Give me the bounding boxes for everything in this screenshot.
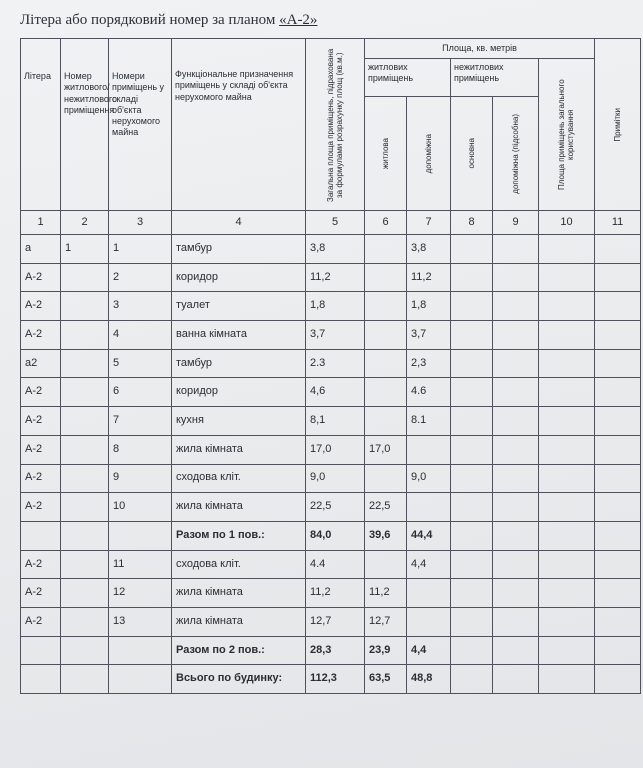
cell-common-use — [539, 464, 595, 493]
header-auxiliary: допоміжна — [407, 97, 451, 211]
header-litera: Літера — [21, 39, 61, 211]
table-row — [21, 235, 641, 264]
cell-total-area: 1,8 — [306, 292, 365, 321]
header-number: 6 — [365, 211, 407, 235]
cell-litera — [21, 665, 61, 694]
cell-main — [451, 636, 493, 665]
cell-room-number — [61, 263, 109, 292]
header-number: 5 — [306, 211, 365, 235]
cell-room-number: 1 — [61, 235, 109, 264]
cell-auxiliary: 4,4 — [407, 636, 451, 665]
cell-total-area: 8,1 — [306, 407, 365, 436]
cell-main — [451, 493, 493, 522]
cell-common-use — [539, 407, 595, 436]
cell-common-use — [539, 435, 595, 464]
cell-purpose: Разом по 2 пов.: — [172, 636, 306, 665]
cell-notes — [595, 665, 641, 694]
cell-living: 39,6 — [365, 521, 407, 550]
cell-room-in-object — [109, 665, 172, 694]
cell-aux-basement — [493, 235, 539, 264]
cell-litera: А-2 — [21, 378, 61, 407]
cell-main — [451, 521, 493, 550]
cell-purpose: жила кімната — [172, 607, 306, 636]
table-row — [21, 550, 641, 579]
cell-auxiliary — [407, 435, 451, 464]
cell-litera: а2 — [21, 349, 61, 378]
cell-room-in-object: 13 — [109, 607, 172, 636]
cell-total-area: 22,5 — [306, 493, 365, 522]
cell-auxiliary: 4,4 — [407, 550, 451, 579]
table-row — [21, 665, 641, 694]
cell-total-area: 84,0 — [306, 521, 365, 550]
cell-common-use — [539, 321, 595, 350]
table-row — [21, 464, 641, 493]
cell-auxiliary: 9,0 — [407, 464, 451, 493]
cell-common-use — [539, 521, 595, 550]
cell-aux-basement — [493, 493, 539, 522]
cell-room-in-object: 7 — [109, 407, 172, 436]
table-row — [21, 292, 641, 321]
table-row — [21, 607, 641, 636]
cell-room-number — [61, 607, 109, 636]
cell-room-in-object: 10 — [109, 493, 172, 522]
cell-total-area: 4,6 — [306, 378, 365, 407]
header-number: 7 — [407, 211, 451, 235]
cell-room-number — [61, 378, 109, 407]
table-row — [21, 521, 641, 550]
cell-room-number — [61, 636, 109, 665]
cell-living — [365, 292, 407, 321]
cell-room-number — [61, 407, 109, 436]
cell-living: 22,5 — [365, 493, 407, 522]
cell-notes — [595, 607, 641, 636]
cell-notes — [595, 292, 641, 321]
cell-common-use — [539, 378, 595, 407]
header-number: 11 — [595, 211, 641, 235]
cell-notes — [595, 378, 641, 407]
header-number: 3 — [109, 211, 172, 235]
title-prefix: Літера або порядковий номер за планом — [20, 12, 280, 28]
cell-aux-basement — [493, 579, 539, 608]
table-row — [21, 263, 641, 292]
cell-auxiliary — [407, 493, 451, 522]
cell-main — [451, 665, 493, 694]
header-common-use: Площа приміщень загального користування — [539, 59, 595, 211]
cell-common-use — [539, 493, 595, 522]
cell-room-in-object: 3 — [109, 292, 172, 321]
cell-main — [451, 579, 493, 608]
header-number: 2 — [61, 211, 109, 235]
cell-aux-basement — [493, 607, 539, 636]
cell-living — [365, 378, 407, 407]
cell-auxiliary: 4.6 — [407, 378, 451, 407]
cell-aux-basement — [493, 378, 539, 407]
cell-aux-basement — [493, 292, 539, 321]
header-number-row — [21, 211, 641, 235]
header-living-group: житлових приміщень — [365, 59, 451, 97]
cell-room-in-object: 2 — [109, 263, 172, 292]
cell-room-in-object — [109, 521, 172, 550]
header-total-area: Загальна площа приміщень, підрахована за формулами розрахунку площ (кв.м.) — [306, 39, 365, 211]
cell-main — [451, 235, 493, 264]
header-nonliving-group: нежитлових приміщень — [451, 59, 539, 97]
cell-room-number — [61, 521, 109, 550]
cell-litera: А-2 — [21, 607, 61, 636]
cell-room-number — [61, 321, 109, 350]
cell-auxiliary — [407, 607, 451, 636]
cell-purpose: кухня — [172, 407, 306, 436]
cell-notes — [595, 493, 641, 522]
table-row — [21, 378, 641, 407]
cell-auxiliary: 48,8 — [407, 665, 451, 694]
cell-purpose: жила кімната — [172, 493, 306, 522]
cell-common-use — [539, 550, 595, 579]
cell-litera: А-2 — [21, 493, 61, 522]
cell-total-area: 4.4 — [306, 550, 365, 579]
cell-room-in-object: 11 — [109, 550, 172, 579]
cell-main — [451, 550, 493, 579]
cell-litera: А-2 — [21, 579, 61, 608]
cell-total-area: 112,3 — [306, 665, 365, 694]
cell-aux-basement — [493, 464, 539, 493]
cell-notes — [595, 235, 641, 264]
cell-notes — [595, 263, 641, 292]
cell-total-area: 11,2 — [306, 579, 365, 608]
cell-aux-basement — [493, 263, 539, 292]
cell-notes — [595, 435, 641, 464]
cell-purpose: тамбур — [172, 235, 306, 264]
table-row — [21, 493, 641, 522]
cell-purpose: ванна кімната — [172, 321, 306, 350]
cell-purpose: коридор — [172, 263, 306, 292]
cell-aux-basement — [493, 521, 539, 550]
table-row — [21, 407, 641, 436]
cell-common-use — [539, 263, 595, 292]
cell-living: 23,9 — [365, 636, 407, 665]
cell-auxiliary: 1,8 — [407, 292, 451, 321]
cell-purpose: жила кімната — [172, 579, 306, 608]
header-main: основна — [451, 97, 493, 211]
cell-auxiliary — [407, 579, 451, 608]
cell-notes — [595, 349, 641, 378]
cell-room-in-object: 5 — [109, 349, 172, 378]
cell-total-area: 11,2 — [306, 263, 365, 292]
cell-total-area: 3,7 — [306, 321, 365, 350]
cell-notes — [595, 521, 641, 550]
table-row — [21, 636, 641, 665]
cell-litera: а — [21, 235, 61, 264]
cell-room-in-object: 9 — [109, 464, 172, 493]
cell-purpose: сходова кліт. — [172, 464, 306, 493]
cell-total-area: 9,0 — [306, 464, 365, 493]
header-aux-basement: допоміжна (підсобна) — [493, 97, 539, 211]
cell-auxiliary: 2,3 — [407, 349, 451, 378]
table-row — [21, 349, 641, 378]
cell-common-use — [539, 235, 595, 264]
cell-purpose: тамбур — [172, 349, 306, 378]
table-body — [21, 235, 641, 694]
cell-common-use — [539, 636, 595, 665]
cell-living — [365, 263, 407, 292]
cell-auxiliary: 11,2 — [407, 263, 451, 292]
cell-aux-basement — [493, 407, 539, 436]
cell-room-number — [61, 579, 109, 608]
cell-main — [451, 464, 493, 493]
cell-aux-basement — [493, 349, 539, 378]
cell-main — [451, 607, 493, 636]
cell-aux-basement — [493, 636, 539, 665]
table-row — [21, 579, 641, 608]
cell-common-use — [539, 607, 595, 636]
cell-room-in-object — [109, 636, 172, 665]
table-row — [21, 435, 641, 464]
cell-living — [365, 349, 407, 378]
table-row — [21, 321, 641, 350]
cell-auxiliary: 8.1 — [407, 407, 451, 436]
cell-living — [365, 464, 407, 493]
cell-litera — [21, 636, 61, 665]
cell-room-in-object: 1 — [109, 235, 172, 264]
cell-room-number — [61, 550, 109, 579]
cell-room-number — [61, 349, 109, 378]
document-title — [20, 12, 317, 29]
cell-notes — [595, 464, 641, 493]
cell-room-in-object: 12 — [109, 579, 172, 608]
cell-main — [451, 407, 493, 436]
cell-notes — [595, 579, 641, 608]
header-living: житлова — [365, 97, 407, 211]
cell-auxiliary: 44,4 — [407, 521, 451, 550]
header-number: 9 — [493, 211, 539, 235]
cell-room-in-object: 4 — [109, 321, 172, 350]
cell-aux-basement — [493, 665, 539, 694]
cell-aux-basement — [493, 321, 539, 350]
cell-purpose: Всього по будинку: — [172, 665, 306, 694]
cell-purpose: сходова кліт. — [172, 550, 306, 579]
cell-living — [365, 550, 407, 579]
cell-living — [365, 321, 407, 350]
cell-litera: А-2 — [21, 263, 61, 292]
cell-purpose: коридор — [172, 378, 306, 407]
cell-common-use — [539, 579, 595, 608]
header-rooms-in-object: Номери приміщень у складі об'єкта нерухомого майна — [109, 39, 172, 211]
cell-living — [365, 407, 407, 436]
cell-total-area: 28,3 — [306, 636, 365, 665]
cell-purpose: туалет — [172, 292, 306, 321]
cell-common-use — [539, 292, 595, 321]
cell-room-number — [61, 464, 109, 493]
cell-room-number — [61, 665, 109, 694]
title-code: «А-2» — [279, 12, 318, 28]
cell-purpose: жила кімната — [172, 435, 306, 464]
cell-aux-basement — [493, 550, 539, 579]
cell-room-in-object: 6 — [109, 378, 172, 407]
room-area-table — [20, 38, 641, 694]
cell-main — [451, 292, 493, 321]
cell-common-use — [539, 349, 595, 378]
cell-aux-basement — [493, 435, 539, 464]
cell-room-number — [61, 493, 109, 522]
cell-room-in-object: 8 — [109, 435, 172, 464]
cell-litera: А-2 — [21, 550, 61, 579]
cell-litera: А-2 — [21, 292, 61, 321]
cell-total-area: 2.3 — [306, 349, 365, 378]
cell-living: 11,2 — [365, 579, 407, 608]
header-area-group: Площа, кв. метрів — [365, 39, 595, 59]
cell-auxiliary: 3,8 — [407, 235, 451, 264]
cell-main — [451, 435, 493, 464]
cell-notes — [595, 550, 641, 579]
cell-litera: А-2 — [21, 321, 61, 350]
cell-room-number — [61, 435, 109, 464]
header-number: 1 — [21, 211, 61, 235]
cell-purpose: Разом по 1 пов.: — [172, 521, 306, 550]
cell-living: 12,7 — [365, 607, 407, 636]
cell-main — [451, 263, 493, 292]
cell-litera: А-2 — [21, 464, 61, 493]
cell-auxiliary: 3,7 — [407, 321, 451, 350]
cell-total-area: 17,0 — [306, 435, 365, 464]
cell-living — [365, 235, 407, 264]
cell-room-number — [61, 292, 109, 321]
cell-total-area: 12,7 — [306, 607, 365, 636]
header-number: 8 — [451, 211, 493, 235]
cell-litera: А-2 — [21, 435, 61, 464]
cell-main — [451, 378, 493, 407]
cell-notes — [595, 407, 641, 436]
cell-common-use — [539, 665, 595, 694]
header-number: 10 — [539, 211, 595, 235]
cell-main — [451, 321, 493, 350]
header-notes: Примітки — [595, 39, 641, 211]
cell-total-area: 3,8 — [306, 235, 365, 264]
cell-living: 63,5 — [365, 665, 407, 694]
cell-notes — [595, 636, 641, 665]
cell-litera — [21, 521, 61, 550]
cell-notes — [595, 321, 641, 350]
cell-main — [451, 349, 493, 378]
cell-litera: А-2 — [21, 407, 61, 436]
header-number: 4 — [172, 211, 306, 235]
header-purpose: Функціональне призначення приміщень у складі об'єкта нерухомого майна — [172, 39, 306, 211]
cell-living: 17,0 — [365, 435, 407, 464]
header-room-number: Номер житлового/ нежитлового приміщення — [61, 39, 109, 211]
